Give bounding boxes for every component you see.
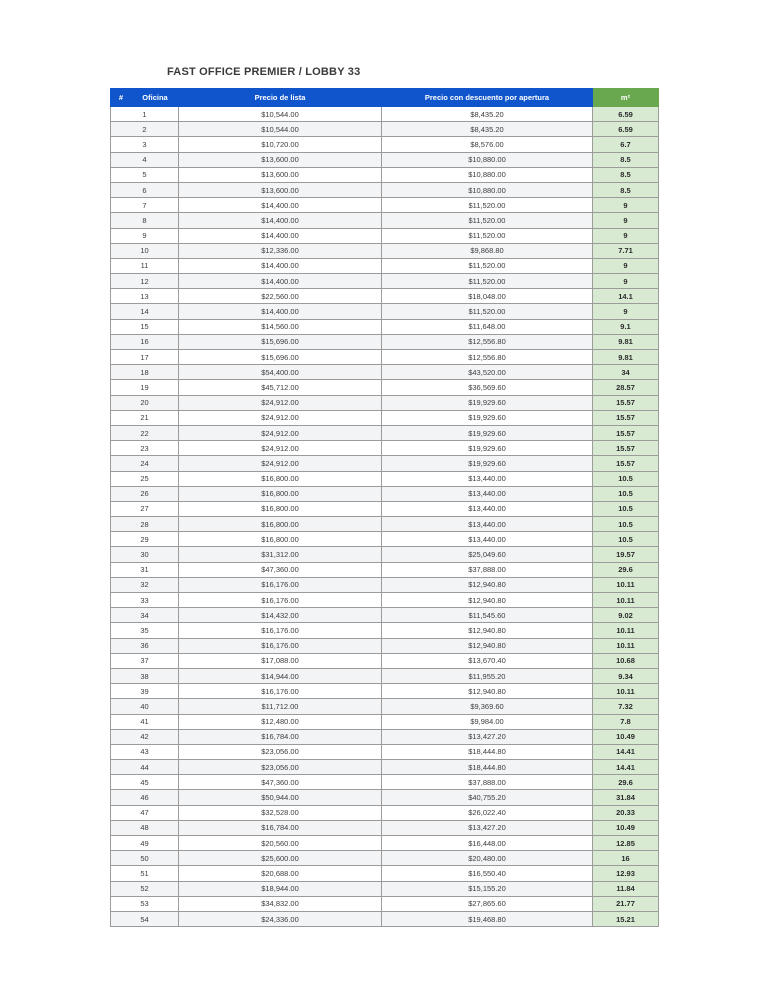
list-price-cell: $16,176.00 xyxy=(179,684,382,699)
m2-cell: 8.5 xyxy=(593,167,659,182)
office-number-cell: 40 xyxy=(111,699,179,714)
discount-price-cell: $9,984.00 xyxy=(382,714,593,729)
table-row xyxy=(111,729,659,744)
table-row xyxy=(111,471,659,486)
table-row xyxy=(111,167,659,182)
list-price-cell: $14,560.00 xyxy=(179,319,382,334)
office-number-cell: 9 xyxy=(111,228,179,243)
office-number-cell: 51 xyxy=(111,866,179,881)
list-price-cell: $12,480.00 xyxy=(179,714,382,729)
m2-cell: 12.85 xyxy=(593,836,659,851)
m2-cell: 9 xyxy=(593,258,659,273)
table-row xyxy=(111,350,659,365)
list-price-cell: $24,912.00 xyxy=(179,456,382,471)
column-header-m2: m² xyxy=(593,89,659,107)
list-price-cell: $54,400.00 xyxy=(179,365,382,380)
list-price-cell: $32,528.00 xyxy=(179,805,382,820)
m2-cell: 15.57 xyxy=(593,441,659,456)
m2-cell: 21.77 xyxy=(593,896,659,911)
table-row xyxy=(111,593,659,608)
m2-cell: 10.5 xyxy=(593,501,659,516)
list-price-cell: $20,560.00 xyxy=(179,836,382,851)
discount-price-cell: $11,648.00 xyxy=(382,319,593,334)
discount-price-cell: $12,940.80 xyxy=(382,638,593,653)
discount-price-cell: $37,888.00 xyxy=(382,775,593,790)
discount-price-cell: $12,940.80 xyxy=(382,577,593,592)
discount-price-cell: $20,480.00 xyxy=(382,851,593,866)
m2-cell: 14.41 xyxy=(593,744,659,759)
table-row xyxy=(111,896,659,911)
office-number-cell: 35 xyxy=(111,623,179,638)
m2-cell: 31.84 xyxy=(593,790,659,805)
m2-cell: 10.5 xyxy=(593,471,659,486)
table-row xyxy=(111,623,659,638)
m2-cell: 7.32 xyxy=(593,699,659,714)
m2-cell: 15.57 xyxy=(593,456,659,471)
table-row xyxy=(111,334,659,349)
table-row xyxy=(111,501,659,516)
list-price-cell: $24,912.00 xyxy=(179,395,382,410)
discount-price-cell: $11,520.00 xyxy=(382,274,593,289)
discount-price-cell: $11,520.00 xyxy=(382,304,593,319)
list-price-cell: $16,784.00 xyxy=(179,820,382,835)
table-row xyxy=(111,410,659,425)
table-row xyxy=(111,911,659,926)
m2-cell: 29.6 xyxy=(593,562,659,577)
office-number-cell: 49 xyxy=(111,836,179,851)
list-price-cell: $14,944.00 xyxy=(179,668,382,683)
m2-cell: 9 xyxy=(593,304,659,319)
discount-price-cell: $10,880.00 xyxy=(382,152,593,167)
list-price-cell: $47,360.00 xyxy=(179,775,382,790)
discount-price-cell: $13,440.00 xyxy=(382,532,593,547)
discount-price-cell: $13,440.00 xyxy=(382,486,593,501)
m2-cell: 11.84 xyxy=(593,881,659,896)
office-number-cell: 19 xyxy=(111,380,179,395)
m2-cell: 10.5 xyxy=(593,517,659,532)
office-number-cell: 5 xyxy=(111,167,179,182)
office-number-cell: 54 xyxy=(111,911,179,926)
table-row xyxy=(111,380,659,395)
m2-cell: 28.57 xyxy=(593,380,659,395)
list-price-cell: $23,056.00 xyxy=(179,744,382,759)
office-number-cell: 4 xyxy=(111,152,179,167)
office-number-cell: 29 xyxy=(111,532,179,547)
table-row xyxy=(111,760,659,775)
office-number-cell: 25 xyxy=(111,471,179,486)
m2-cell: 10.49 xyxy=(593,820,659,835)
table-row xyxy=(111,668,659,683)
list-price-cell: $24,912.00 xyxy=(179,410,382,425)
discount-price-cell: $8,576.00 xyxy=(382,137,593,152)
table-row xyxy=(111,425,659,440)
list-price-cell: $24,336.00 xyxy=(179,911,382,926)
list-price-cell: $10,544.00 xyxy=(179,122,382,137)
table-row xyxy=(111,274,659,289)
table-row xyxy=(111,866,659,881)
m2-cell: 7.71 xyxy=(593,243,659,258)
office-number-cell: 18 xyxy=(111,365,179,380)
table-header xyxy=(111,89,659,107)
office-number-cell: 22 xyxy=(111,425,179,440)
office-number-cell: 50 xyxy=(111,851,179,866)
discount-price-cell: $19,929.60 xyxy=(382,410,593,425)
list-price-cell: $15,696.00 xyxy=(179,350,382,365)
m2-cell: 29.6 xyxy=(593,775,659,790)
list-price-cell: $24,912.00 xyxy=(179,441,382,456)
office-number-cell: 32 xyxy=(111,577,179,592)
discount-price-cell: $10,880.00 xyxy=(382,182,593,197)
list-price-cell: $16,176.00 xyxy=(179,623,382,638)
office-number-cell: 43 xyxy=(111,744,179,759)
m2-cell: 10.11 xyxy=(593,684,659,699)
list-price-cell: $12,336.00 xyxy=(179,243,382,258)
list-price-cell: $13,600.00 xyxy=(179,167,382,182)
office-number-cell: 28 xyxy=(111,517,179,532)
office-number-cell: 34 xyxy=(111,608,179,623)
office-number-cell: 44 xyxy=(111,760,179,775)
list-price-cell: $20,688.00 xyxy=(179,866,382,881)
column-header-hash: # xyxy=(111,89,132,107)
m2-cell: 14.1 xyxy=(593,289,659,304)
list-price-cell: $47,360.00 xyxy=(179,562,382,577)
discount-price-cell: $13,427.20 xyxy=(382,820,593,835)
m2-cell: 9.34 xyxy=(593,668,659,683)
discount-price-cell: $27,865.60 xyxy=(382,896,593,911)
list-price-cell: $16,800.00 xyxy=(179,501,382,516)
list-price-cell: $18,944.00 xyxy=(179,881,382,896)
list-price-cell: $31,312.00 xyxy=(179,547,382,562)
table-row xyxy=(111,319,659,334)
list-price-cell: $16,800.00 xyxy=(179,517,382,532)
discount-price-cell: $9,369.60 xyxy=(382,699,593,714)
discount-price-cell: $8,435.20 xyxy=(382,122,593,137)
table-body xyxy=(111,107,659,927)
office-number-cell: 31 xyxy=(111,562,179,577)
table-row xyxy=(111,714,659,729)
list-price-cell: $34,832.00 xyxy=(179,896,382,911)
table-row xyxy=(111,517,659,532)
list-price-cell: $14,400.00 xyxy=(179,274,382,289)
list-price-cell: $17,088.00 xyxy=(179,653,382,668)
m2-cell: 10.11 xyxy=(593,623,659,638)
table-row xyxy=(111,365,659,380)
discount-price-cell: $19,468.80 xyxy=(382,911,593,926)
office-number-cell: 37 xyxy=(111,653,179,668)
m2-cell: 9.02 xyxy=(593,608,659,623)
table-row xyxy=(111,228,659,243)
m2-cell: 10.11 xyxy=(593,638,659,653)
m2-cell: 6.7 xyxy=(593,137,659,152)
discount-price-cell: $13,670.40 xyxy=(382,653,593,668)
office-number-cell: 41 xyxy=(111,714,179,729)
discount-price-cell: $13,440.00 xyxy=(382,471,593,486)
list-price-cell: $15,696.00 xyxy=(179,334,382,349)
list-price-cell: $16,784.00 xyxy=(179,729,382,744)
m2-cell: 9 xyxy=(593,274,659,289)
list-price-cell: $45,712.00 xyxy=(179,380,382,395)
m2-cell: 15.57 xyxy=(593,410,659,425)
list-price-cell: $14,400.00 xyxy=(179,304,382,319)
discount-price-cell: $26,022.40 xyxy=(382,805,593,820)
table-row xyxy=(111,638,659,653)
discount-price-cell: $40,755.20 xyxy=(382,790,593,805)
m2-cell: 14.41 xyxy=(593,760,659,775)
m2-cell: 10.5 xyxy=(593,532,659,547)
table-row xyxy=(111,547,659,562)
list-price-cell: $14,400.00 xyxy=(179,213,382,228)
discount-price-cell: $19,929.60 xyxy=(382,456,593,471)
discount-price-cell: $13,440.00 xyxy=(382,517,593,532)
m2-cell: 9.1 xyxy=(593,319,659,334)
m2-cell: 7.8 xyxy=(593,714,659,729)
table-row xyxy=(111,243,659,258)
office-number-cell: 42 xyxy=(111,729,179,744)
list-price-cell: $23,056.00 xyxy=(179,760,382,775)
table-row xyxy=(111,289,659,304)
discount-price-cell: $11,520.00 xyxy=(382,198,593,213)
table-row xyxy=(111,304,659,319)
discount-price-cell: $12,556.80 xyxy=(382,334,593,349)
discount-price-cell: $19,929.60 xyxy=(382,441,593,456)
office-number-cell: 3 xyxy=(111,137,179,152)
discount-price-cell: $11,520.00 xyxy=(382,213,593,228)
office-number-cell: 27 xyxy=(111,501,179,516)
office-number-cell: 38 xyxy=(111,668,179,683)
list-price-cell: $11,712.00 xyxy=(179,699,382,714)
m2-cell: 8.5 xyxy=(593,152,659,167)
table-row xyxy=(111,152,659,167)
table-row xyxy=(111,851,659,866)
column-header-precio-con-descuento: Precio con descuento por apertura xyxy=(382,89,593,107)
office-number-cell: 30 xyxy=(111,547,179,562)
m2-cell: 9 xyxy=(593,228,659,243)
discount-price-cell: $11,520.00 xyxy=(382,258,593,273)
table-row xyxy=(111,699,659,714)
table-row xyxy=(111,182,659,197)
list-price-cell: $16,176.00 xyxy=(179,638,382,653)
list-price-cell: $13,600.00 xyxy=(179,182,382,197)
column-header-oficina: Oficina xyxy=(132,89,179,107)
office-number-cell: 6 xyxy=(111,182,179,197)
discount-price-cell: $12,556.80 xyxy=(382,350,593,365)
list-price-cell: $16,176.00 xyxy=(179,577,382,592)
table-row xyxy=(111,441,659,456)
table-row xyxy=(111,684,659,699)
discount-price-cell: $16,550.40 xyxy=(382,866,593,881)
office-number-cell: 52 xyxy=(111,881,179,896)
discount-price-cell: $43,520.00 xyxy=(382,365,593,380)
m2-cell: 8.5 xyxy=(593,182,659,197)
table-row xyxy=(111,562,659,577)
page-title: FAST OFFICE PREMIER / LOBBY 33 xyxy=(167,66,361,78)
office-number-cell: 16 xyxy=(111,334,179,349)
list-price-cell: $50,944.00 xyxy=(179,790,382,805)
office-number-cell: 2 xyxy=(111,122,179,137)
table-row xyxy=(111,653,659,668)
table-row xyxy=(111,258,659,273)
list-price-cell: $14,400.00 xyxy=(179,228,382,243)
m2-cell: 9 xyxy=(593,213,659,228)
table-row xyxy=(111,486,659,501)
discount-price-cell: $18,048.00 xyxy=(382,289,593,304)
office-number-cell: 47 xyxy=(111,805,179,820)
table-row xyxy=(111,836,659,851)
office-number-cell: 8 xyxy=(111,213,179,228)
office-number-cell: 33 xyxy=(111,593,179,608)
m2-cell: 10.5 xyxy=(593,486,659,501)
list-price-cell: $25,600.00 xyxy=(179,851,382,866)
m2-cell: 16 xyxy=(593,851,659,866)
table-row xyxy=(111,805,659,820)
list-price-cell: $14,400.00 xyxy=(179,258,382,273)
list-price-cell: $24,912.00 xyxy=(179,425,382,440)
m2-cell: 20.33 xyxy=(593,805,659,820)
office-number-cell: 48 xyxy=(111,820,179,835)
office-number-cell: 26 xyxy=(111,486,179,501)
office-number-cell: 23 xyxy=(111,441,179,456)
m2-cell: 10.11 xyxy=(593,593,659,608)
list-price-cell: $22,560.00 xyxy=(179,289,382,304)
column-header-precio-de-lista: Precio de lista xyxy=(179,89,382,107)
office-number-cell: 10 xyxy=(111,243,179,258)
office-number-cell: 14 xyxy=(111,304,179,319)
office-price-table xyxy=(110,88,659,927)
discount-price-cell: $25,049.60 xyxy=(382,547,593,562)
table-row xyxy=(111,532,659,547)
m2-cell: 12.93 xyxy=(593,866,659,881)
discount-price-cell: $11,955.20 xyxy=(382,668,593,683)
table-row xyxy=(111,881,659,896)
table-row xyxy=(111,198,659,213)
table-row xyxy=(111,122,659,137)
office-number-cell: 53 xyxy=(111,896,179,911)
discount-price-cell: $13,440.00 xyxy=(382,501,593,516)
office-number-cell: 45 xyxy=(111,775,179,790)
list-price-cell: $16,800.00 xyxy=(179,486,382,501)
list-price-cell: $10,544.00 xyxy=(179,107,382,122)
list-price-cell: $14,400.00 xyxy=(179,198,382,213)
discount-price-cell: $10,880.00 xyxy=(382,167,593,182)
list-price-cell: $13,600.00 xyxy=(179,152,382,167)
table-row xyxy=(111,107,659,122)
table-row xyxy=(111,820,659,835)
m2-cell: 15.57 xyxy=(593,425,659,440)
list-price-cell: $10,720.00 xyxy=(179,137,382,152)
m2-cell: 9 xyxy=(593,198,659,213)
m2-cell: 6.59 xyxy=(593,107,659,122)
table-row xyxy=(111,213,659,228)
office-number-cell: 36 xyxy=(111,638,179,653)
office-number-cell: 1 xyxy=(111,107,179,122)
office-number-cell: 15 xyxy=(111,319,179,334)
discount-price-cell: $9,868.80 xyxy=(382,243,593,258)
discount-price-cell: $16,448.00 xyxy=(382,836,593,851)
m2-cell: 10.11 xyxy=(593,577,659,592)
m2-cell: 34 xyxy=(593,365,659,380)
list-price-cell: $14,432.00 xyxy=(179,608,382,623)
discount-price-cell: $18,444.80 xyxy=(382,760,593,775)
table-row xyxy=(111,395,659,410)
m2-cell: 10.68 xyxy=(593,653,659,668)
discount-price-cell: $8,435.20 xyxy=(382,107,593,122)
office-number-cell: 20 xyxy=(111,395,179,410)
table-row xyxy=(111,577,659,592)
list-price-cell: $16,176.00 xyxy=(179,593,382,608)
discount-price-cell: $13,427.20 xyxy=(382,729,593,744)
list-price-cell: $16,800.00 xyxy=(179,532,382,547)
table-row xyxy=(111,744,659,759)
m2-cell: 19.57 xyxy=(593,547,659,562)
header-row xyxy=(111,89,659,107)
m2-cell: 9.81 xyxy=(593,350,659,365)
m2-cell: 10.49 xyxy=(593,729,659,744)
office-number-cell: 24 xyxy=(111,456,179,471)
table-row xyxy=(111,790,659,805)
office-number-cell: 7 xyxy=(111,198,179,213)
discount-price-cell: $12,940.80 xyxy=(382,623,593,638)
list-price-cell: $16,800.00 xyxy=(179,471,382,486)
m2-cell: 15.21 xyxy=(593,911,659,926)
office-number-cell: 12 xyxy=(111,274,179,289)
office-number-cell: 11 xyxy=(111,258,179,273)
office-number-cell: 46 xyxy=(111,790,179,805)
m2-cell: 6.59 xyxy=(593,122,659,137)
m2-cell: 9.81 xyxy=(593,334,659,349)
discount-price-cell: $36,569.60 xyxy=(382,380,593,395)
office-number-cell: 17 xyxy=(111,350,179,365)
office-number-cell: 21 xyxy=(111,410,179,425)
table-row xyxy=(111,456,659,471)
discount-price-cell: $12,940.80 xyxy=(382,593,593,608)
discount-price-cell: $12,940.80 xyxy=(382,684,593,699)
office-number-cell: 13 xyxy=(111,289,179,304)
discount-price-cell: $19,929.60 xyxy=(382,395,593,410)
discount-price-cell: $11,520.00 xyxy=(382,228,593,243)
office-number-cell: 39 xyxy=(111,684,179,699)
table-row xyxy=(111,137,659,152)
discount-price-cell: $37,888.00 xyxy=(382,562,593,577)
table-row xyxy=(111,608,659,623)
discount-price-cell: $18,444.80 xyxy=(382,744,593,759)
discount-price-cell: $19,929.60 xyxy=(382,425,593,440)
m2-cell: 15.57 xyxy=(593,395,659,410)
table-row xyxy=(111,775,659,790)
discount-price-cell: $15,155.20 xyxy=(382,881,593,896)
discount-price-cell: $11,545.60 xyxy=(382,608,593,623)
